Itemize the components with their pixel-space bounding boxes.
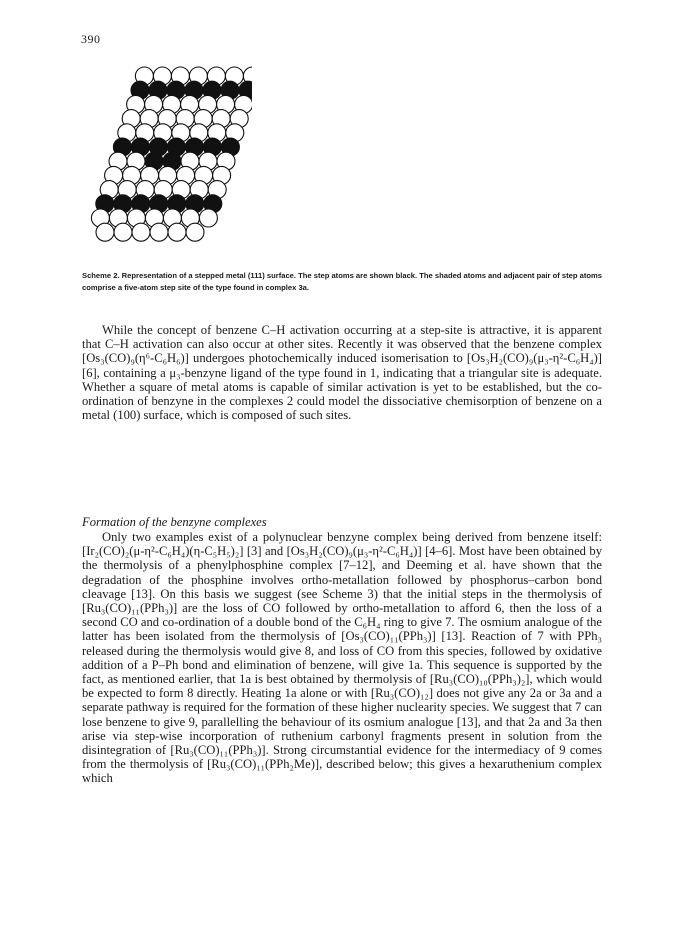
surface-atom	[199, 209, 217, 227]
surface-atom	[114, 223, 132, 241]
section-heading: Formation of the benzyne complexes	[82, 515, 267, 529]
page-number: 390	[81, 32, 101, 46]
surface-atom	[132, 223, 150, 241]
body-paragraph-2	[82, 530, 602, 786]
stepped-surface-scheme	[82, 58, 252, 268]
surface-atom	[168, 223, 186, 241]
surface-atom	[150, 223, 168, 241]
paragraph-text: While the concept of benzene C–H activation occurring at a step-site is attractive, it is apparent that C–H activation can also occur at other sites. Recently it was observed that the benzene complex [Os₃(CO)₉(η⁶-C₆H₆)] undergoes photochemically induced isomerisation to [Os₃H₂(CO)₉(μ₃-η²-C₆H₄)] [6], containing a μ₃-benzyne ligand of the type found in 1, indicating that a triangular site is adequate. Whether a square of metal atoms is capable of similar activation is yet to be established, but the co-ordination of benzyne in the complexes 2 could model the dissociative chemisorption of benzene on a metal (100) surface, which is composed of such sites.	[82, 323, 602, 423]
figure-caption: Scheme 2. Representation of a stepped metal (111) surface. The step atoms are shown black. The shaded atoms and adjacent pair of step atoms comprise a five-atom step site of the type found in complex 3a.	[82, 271, 602, 292]
surface-atom	[186, 223, 204, 241]
body-paragraph-1	[82, 323, 602, 422]
surface-atom	[96, 223, 114, 241]
paragraph-text: Only two examples exist of a polynuclear benzyne complex being derived from benzene itself: [Ir₂(CO)₂(μ-η²-C₆H₄)(η-C₅H₅)₂] [3] and [Os₃H₂(CO)₉(μ₃-η²-C₆H₄)] [4–6]. Most have been obtained by the thermolysis of a phenylphosphine complex [7–12], and Deeming et al. have shown that the degradation of the phosphine involves ortho-metallation followed by phosphorus–carbon bond cleavage [13]. On this basis we suggest (see Scheme 3) that the initial steps in the thermolysis of [Ru₃(CO)₁₁(PPh₃)] are the loss of CO followed by ortho-metallation to afford 6, then the loss of a second CO and co-ordination of a double bond of the C₆H₄ ring to give 7. The osmium analogue of the latter has been isolated from the thermolysis of [Os₃(CO)₁₁(PPh₃)] [13]. Reaction of 7 with PPh₃ released during the thermolysis would give 8, and loss of CO from this species, followed by oxidative addition of a P–Ph bond and elimination of benzene, will give 1a. This sequence is supported by the fact, as mentioned earlier, that 1a is best obtained by thermolysis of [Ru₃(CO)₁₀(PPh₃)₂], which would be expected to form 8 directly. Heating 1a alone or with [Ru₃(CO)₁₂] does not give any 2a or 3a and a separate pathway is required for the formation of these higher nuclearity species. We suggest that 7 can lose benzene to give 9, parallelling the behaviour of its osmium analogue [13], and that 2a and 3a then arise via step-wise incorporation of ruthenium carbonyl fragments present in solution from the disintegration of [Ru₃(CO)₁₁(PPh₃)]. Strong circumstantial evidence for the intermediacy of 9 comes from the thermolysis of [Ru₃(CO)₁₁(PPh₂Me)], described below; this gives a hexaruthenium complex which	[82, 530, 602, 786]
